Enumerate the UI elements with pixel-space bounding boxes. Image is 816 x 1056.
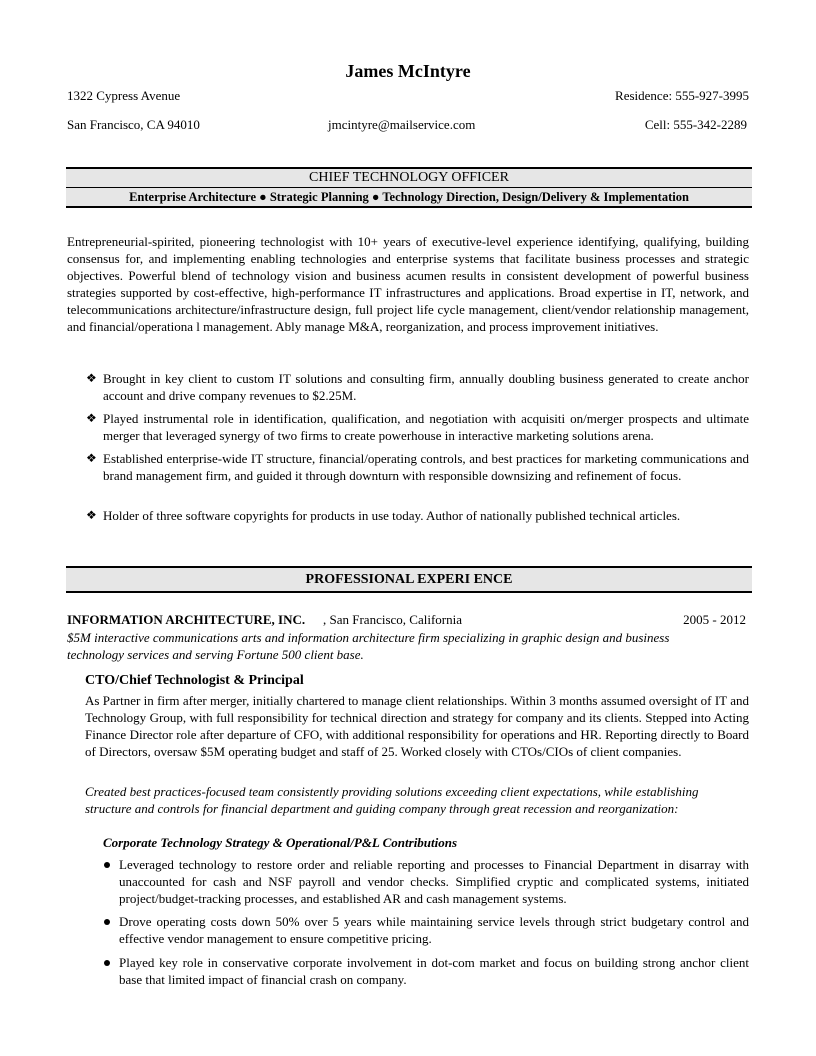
bullet-dot-icon [104, 862, 110, 868]
employment-dates: 2005 - 2012 [683, 612, 746, 627]
diamond-bullet-icon: ❖ [86, 508, 97, 522]
candidate-name: James McIntyre [345, 61, 471, 81]
bullet-dot-icon [104, 919, 110, 925]
role-description: As Partner in firm after merger, initially chartered to manage client relationships. Within 3 months assumed oversight of IT and Technology Group, with full responsibility for technical direction and strategy for company and its clients. Stepped into Acting Finance Director role after departure of CFO, with additional responsibility for operations and HR. Reporting directly to Board of Directors, oversaw $5M operating budget and staff of 25. Worked closely with CTOs/CIOs of client companies. [85, 693, 749, 759]
highlight-item: Holder of three software copyrights for products in use today. Author of nationally published technical articles. [103, 508, 681, 523]
diamond-bullet-icon: ❖ [86, 411, 97, 425]
role-title: CTO/Chief Technologist & Principal [85, 673, 304, 688]
company-name: INFORMATION ARCHITECTURE, INC. [67, 612, 306, 627]
highlight-item: Played instrumental role in identification, qualification, and negotiation with acquisiti on/merger prospects and ultimate merger that leveraged synergy of two firms to create powerhouse in interactive marketing solutions arena. [103, 411, 749, 443]
role-summary-line: Created best practices-focused team consistently providing solutions exceeding client expectations, while establishing [85, 784, 699, 799]
email-address: jmcintyre@mailservice.com [328, 117, 476, 132]
contribution-item: Played key role in conservative corporate involvement in dot-com market and focus on building strong anchor client base that limited impact of financial crash on company. [119, 955, 749, 987]
contribution-item: Leveraged technology to restore order and reliable reporting and processes to Financial Department in disarray with unaccounted for cash and NSF payroll and vendor checks. Simplified cryptic and complicated systems, initiated project/budget-tracking processes, and established AR and cash management systems. [119, 857, 749, 906]
highlight-item: Established enterprise-wide IT structure, financial/operating controls, and best practices for marketing communications and brand management firm, and guided it through downturn with responsible downsizing and refinement of focus. [103, 451, 749, 483]
contributions-heading: Corporate Technology Strategy & Operational/P&L Contributions [103, 835, 458, 850]
core-competencies: Enterprise Architecture ● Strategic Planning ● Technology Direction, Design/Delivery & Implementation [129, 190, 689, 204]
company-location: , San Francisco, California [323, 612, 462, 627]
job-title: CHIEF TECHNOLOGY OFFICER [309, 170, 509, 185]
highlight-item: Brought in key client to custom IT solutions and consulting firm, annually doubling business generated to create anchor account and drive company revenues to $2.25M. [103, 371, 749, 403]
diamond-bullet-icon: ❖ [86, 451, 97, 465]
professional-summary: Entrepreneurial-spirited, pioneering technologist with 10+ years of executive-level experience identifying, qualifying, building consensus for, and implementing enabling technologies and enterprise systems that facilitate business processes and strategic objectives. Powerful blend of technology vision and business acumen results in consistent development of powerful business strategies supported by cost-effective, high-performance IT infrastructures and applications. Broad expertise in IT, network, and telecommunications architecture/infrastructure design, full project life cycle management, client/vendor relationship management, and financial/operationa l management. Ably manage M&A, reorganization, and process improvement initiatives. [67, 234, 749, 334]
company-description-line: technology services and serving Fortune 500 client base. [67, 647, 364, 662]
role-summary-line: structure and controls for financial department and guiding company through great recession and reorganization: [85, 801, 679, 816]
contribution-item: Drove operating costs down 50% over 5 years while maintaining service levels through strict budgetary control and effective vendor management to ensure competitive pricing. [119, 914, 749, 946]
residence-phone: Residence: 555-927-3995 [615, 88, 749, 103]
title-banner [66, 167, 752, 208]
experience-banner [66, 566, 752, 593]
diamond-bullet-icon: ❖ [86, 371, 97, 385]
address-line: 1322 Cypress Avenue [67, 88, 181, 103]
cell-phone: Cell: 555-342-2289 [644, 117, 747, 132]
city-line: San Francisco, CA 94010 [67, 117, 200, 132]
company-description-line: $5M interactive communications arts and information architecture firm specializing in graphic design and business [67, 630, 670, 645]
bullet-dot-icon [104, 960, 110, 966]
section-heading: PROFESSIONAL EXPERI ENCE [305, 572, 513, 587]
